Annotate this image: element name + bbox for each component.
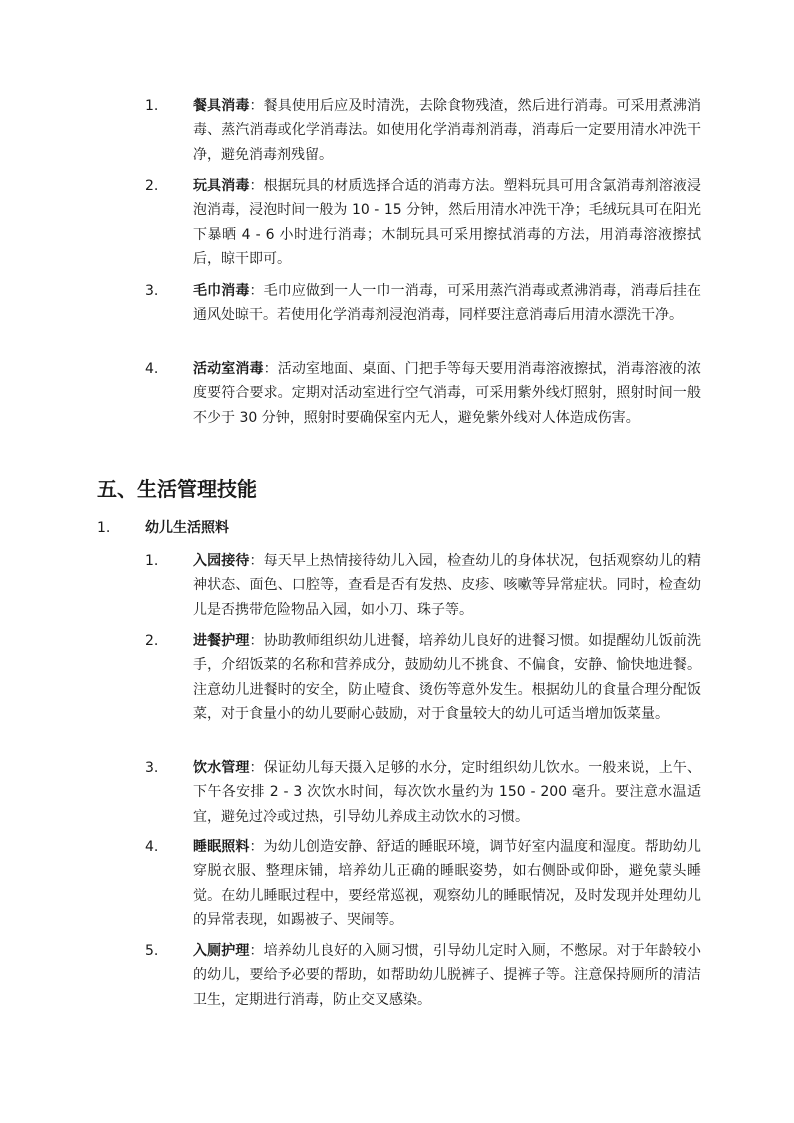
item-title: 入厕护理	[193, 943, 250, 959]
list-number: 2.	[145, 178, 159, 194]
item-body: 培养幼儿良好的入厕习惯，引导幼儿定时入厕，不憋尿。对于年龄较小的幼儿，要给予必要的帮助，如帮助幼儿脱裤子、提裤子等。注意保持厕所的清洁卫生，定期进行消毒，防止交叉感染。	[193, 943, 702, 1008]
item-title: 饮水管理	[193, 760, 250, 776]
list-text: 玩具消毒：根据玩具的材质选择合适的消毒方法。塑料玩具可用含氯消毒剂溶液浸泡消毒，浸泡时间一般为 10 - 15 分钟，然后用清水冲洗干净；毛绒玩具可在阳光下暴晒 4 - 6 小时进行消毒；木制玩具可采用擦拭消毒的方法，用消毒溶液擦拭后，晾干即可。	[193, 178, 702, 267]
subsection-title: 幼儿生活照料	[145, 520, 229, 536]
list-text: 进餐护理：协助教师组织幼儿进餐，培养幼儿良好的进餐习惯。如提醒幼儿饭前洗手，介绍饭菜的名称和营养成分，鼓励幼儿不挑食、不偏食，安静、愉快地进餐。注意幼儿进餐时的安全，防止噎食、烫伤等意外发生。根据幼儿的食量合理分配饭菜，对于食量小的幼儿要耐心鼓励，对于食量较大的幼儿可适当增加饭菜量。	[193, 633, 702, 722]
list-text: 睡眠照料：为幼儿创造安静、舒适的睡眠环境，调节好室内温度和湿度。帮助幼儿穿脱衣服、整理床铺，培养幼儿正确的睡眠姿势，如右侧卧或仰卧，避免蒙头睡觉。在幼儿睡眠过程中，要经常巡视，观察幼儿的睡眠情况，及时发现并处理幼儿的异常表现，如踢被子、哭闹等。	[193, 839, 702, 928]
list-text: 毛巾消毒：毛巾应做到一人一巾一消毒，可采用蒸汽消毒或煮沸消毒，消毒后挂在通风处晾干。若使用化学消毒剂浸泡消毒，同样要注意消毒后用清水漂洗干净。	[193, 283, 702, 324]
list-number: 3.	[145, 283, 159, 299]
subsection-number: 1.	[97, 520, 111, 536]
item-title: 毛巾消毒	[193, 283, 250, 299]
list-text: 入厕护理：培养幼儿良好的入厕习惯，引导幼儿定时入厕，不憋尿。对于年龄较小的幼儿，要给予必要的帮助，如帮助幼儿脱裤子、提裤子等。注意保持厕所的清洁卫生，定期进行消毒，防止交叉感染。	[193, 943, 702, 1008]
item-body: 毛巾应做到一人一巾一消毒，可采用蒸汽消毒或煮沸消毒，消毒后挂在通风处晾干。若使用化学消毒剂浸泡消毒，同样要注意消毒后用清水漂洗干净。	[193, 283, 702, 324]
item-body: 活动室地面、桌面、门把手等每天要用消毒溶液擦拭，消毒溶液的浓度要符合要求。定期对活动室进行空气消毒，可采用紫外线灯照射，照射时间一般不少于 30 分钟，照射时要确保室内无人，避免紫外线对人体造成伤害。	[193, 361, 702, 426]
item-body: 协助教师组织幼儿进餐，培养幼儿良好的进餐习惯。如提醒幼儿饭前洗手，介绍饭菜的名称和营养成分，鼓励幼儿不挑食、不偏食，安静、愉快地进餐。注意幼儿进餐时的安全，防止噎食、烫伤等意外发生。根据幼儿的食量合理分配饭菜，对于食量小的幼儿要耐心鼓励，对于食量较大的幼儿可适当增加饭菜量。	[193, 633, 702, 722]
item-body: 餐具使用后应及时清洗，去除食物残渣，然后进行消毒。可采用煮沸消毒、蒸汽消毒或化学消毒法。如使用化学消毒剂消毒，消毒后一定要用清水冲洗干净，避免消毒剂残留。	[193, 98, 702, 163]
item-body: 保证幼儿每天摄入足够的水分，定时组织幼儿饮水。一般来说，上午、下午各安排 2 - 3 次饮水时间，每次饮水量约为 150 - 200 毫升。要注意水温适宜，避免过冷或过热，引导幼儿养成主动饮水的习惯。	[193, 760, 702, 825]
item-body: 为幼儿创造安静、舒适的睡眠环境，调节好室内温度和湿度。帮助幼儿穿脱衣服、整理床铺，培养幼儿正确的睡眠姿势，如右侧卧或仰卧，避免蒙头睡觉。在幼儿睡眠过程中，要经常巡视，观察幼儿的睡眠情况，及时发现并处理幼儿的异常表现，如踢被子、哭闹等。	[193, 839, 702, 928]
item-title: 玩具消毒	[193, 178, 250, 194]
list-number: 2.	[145, 633, 159, 649]
item-body: 根据玩具的材质选择合适的消毒方法。塑料玩具可用含氯消毒剂溶液浸泡消毒，浸泡时间一般为 10 - 15 分钟，然后用清水冲洗干净；毛绒玩具可在阳光下暴晒 4 - 6 小时进行消毒；木制玩具可采用擦拭消毒的方法，用消毒溶液擦拭后，晾干即可。	[193, 178, 702, 267]
section-heading: 五、生活管理技能	[97, 477, 257, 501]
item-title: 餐具消毒	[193, 98, 250, 114]
list-number: 5.	[145, 943, 159, 959]
list-number: 3.	[145, 760, 159, 776]
list-number: 4.	[145, 361, 159, 377]
list-number: 1.	[145, 98, 159, 114]
list-number: 4.	[145, 839, 159, 855]
list-text: 餐具消毒：餐具使用后应及时清洗，去除食物残渣，然后进行消毒。可采用煮沸消毒、蒸汽消毒或化学消毒法。如使用化学消毒剂消毒，消毒后一定要用清水冲洗干净，避免消毒剂残留。	[193, 98, 702, 163]
item-body: 每天早上热情接待幼儿入园，检查幼儿的身体状况，包括观察幼儿的精神状态、面色、口腔等，查看是否有发热、皮疹、咳嗽等异常症状。同时，检查幼儿是否携带危险物品入园，如小刀、珠子等。	[193, 553, 702, 618]
item-title: 睡眠照料	[193, 839, 250, 855]
list-number: 1.	[145, 553, 159, 569]
list-text: 入园接待：每天早上热情接待幼儿入园，检查幼儿的身体状况，包括观察幼儿的精神状态、面色、口腔等，查看是否有发热、皮疹、咳嗽等异常症状。同时，检查幼儿是否携带危险物品入园，如小刀、珠子等。	[193, 553, 702, 618]
item-title: 入园接待	[193, 553, 250, 569]
list-text: 饮水管理：保证幼儿每天摄入足够的水分，定时组织幼儿饮水。一般来说，上午、下午各安排 2 - 3 次饮水时间，每次饮水量约为 150 - 200 毫升。要注意水温适宜，避免过冷或过热，引导幼儿养成主动饮水的习惯。	[193, 760, 702, 825]
item-title: 活动室消毒	[193, 361, 264, 377]
list-text: 活动室消毒：活动室地面、桌面、门把手等每天要用消毒溶液擦拭，消毒溶液的浓度要符合要求。定期对活动室进行空气消毒，可采用紫外线灯照射，照射时间一般不少于 30 分钟，照射时要确保室内无人，避免紫外线对人体造成伤害。	[193, 361, 702, 426]
item-title: 进餐护理	[193, 633, 250, 649]
